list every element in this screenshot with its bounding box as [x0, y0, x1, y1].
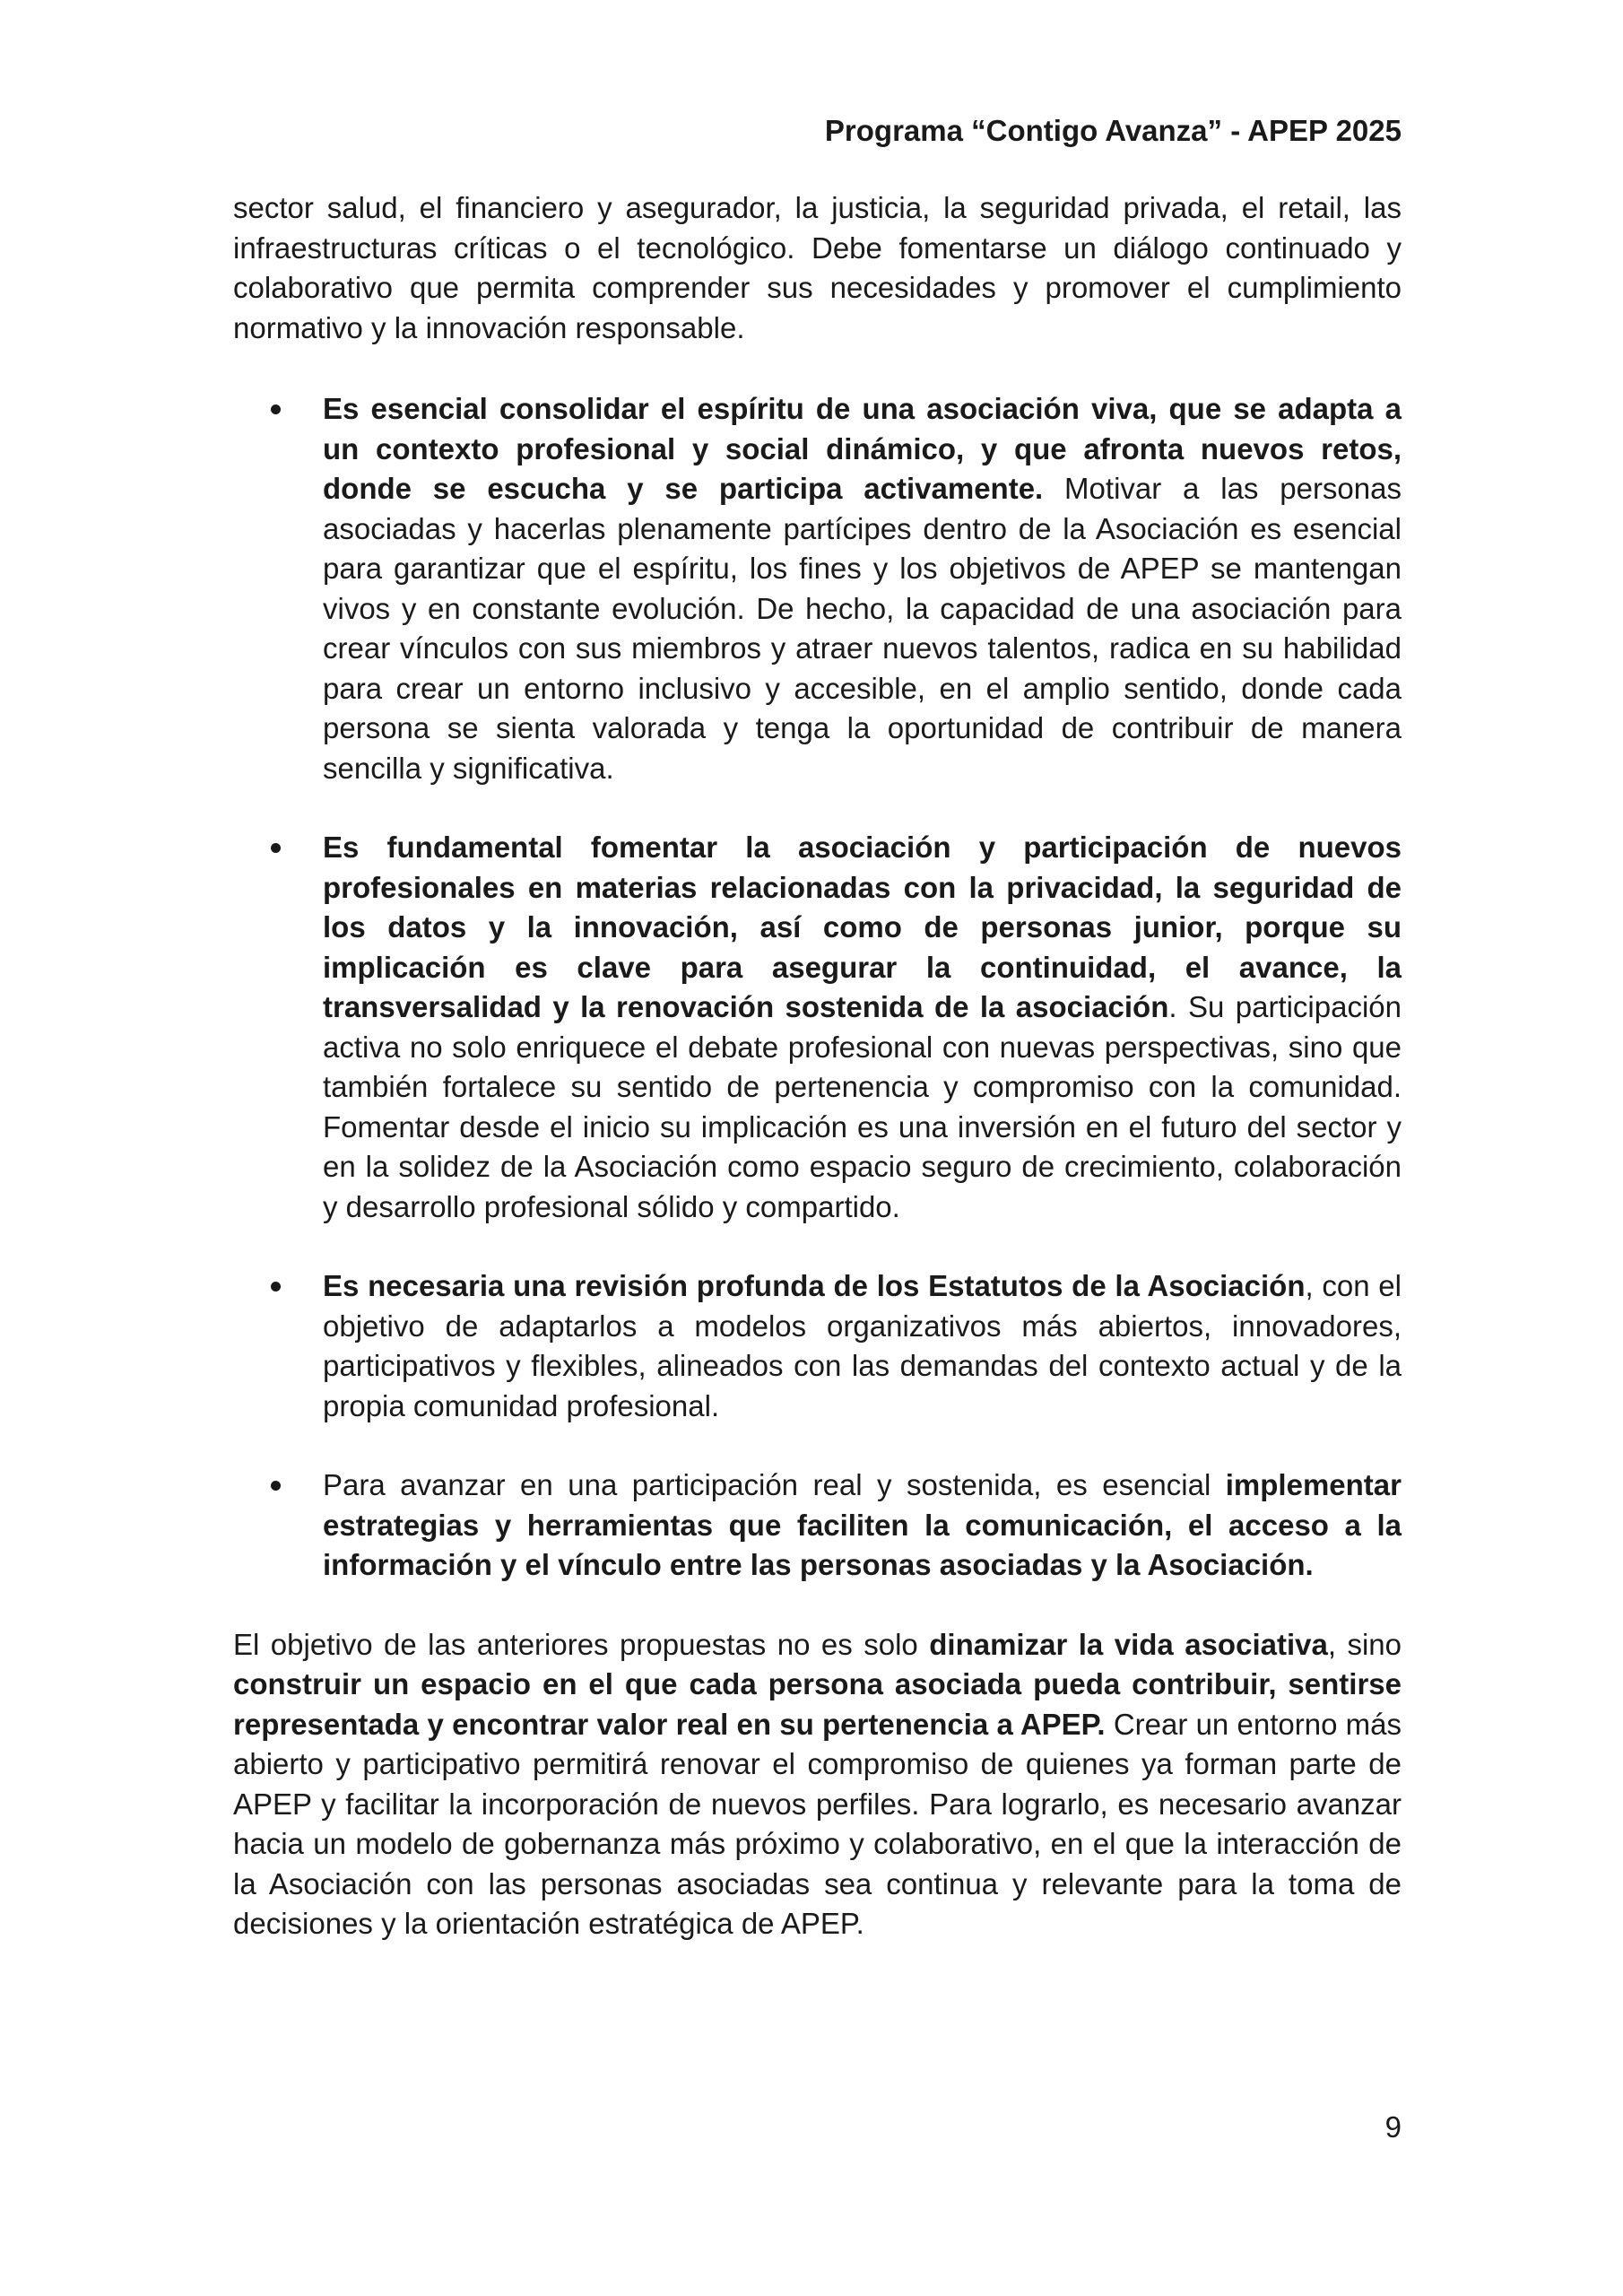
closing-text-2: , sino — [1327, 1627, 1402, 1661]
proposal-list — [233, 389, 1402, 1586]
closing-text-3: Crear un entorno más abierto y participativo permitirá renovar el compromiso de quienes ya forman parte de APEP y facilitar la incorporación de nuevos perfiles. Para lograrlo, es necesario avanzar hacia un modelo de gobernanza más próximo y colaborativo, en el que la interacción de la Asociación con las personas asociadas sea continua y relevante para la toma de decisiones y la orientación estratégica de APEP. — [233, 1707, 1402, 1940]
continuation-paragraph: sector salud, el financiero y asegurador, la justicia, la seguridad privada, el retail, las infraestructuras críticas o el tecnológico. Debe fomentarse un diálogo continuado y colaborativo que permita comprender sus necesidades y promover el cumplimiento normativo y la innovación responsable. — [233, 191, 1402, 344]
page-content — [233, 188, 1402, 1974]
bullet-text: Motivar a las personas asociadas y hacerlas plenamente partícipes dentro de la Asociación es esencial para garantizar que el espíritu, los fines y los objetivos de APEP se mantengan vivos y en constante evolución. De hecho, la capacidad de una asociación para crear vínculos con sus miembros y atraer nuevos talentos, radica en su habilidad para crear un entorno inclusivo y accesible, en el amplio sentido, donde cada persona se sienta valorada y tenga la oportunidad de contribuir de manera sencilla y significativa. — [323, 472, 1402, 785]
closing-paragraph — [233, 1625, 1402, 1944]
bullet-lead-text: Para avanzar en una participación real y sostenida, es esencial — [323, 1468, 1226, 1501]
bullet-icon — [271, 1282, 281, 1292]
bullet-icon — [271, 404, 281, 414]
page-number: 9 — [1384, 2110, 1402, 2144]
bullet-bold-text: implementar estrategias y herramientas que faciliten la comunicación, el acceso a la información y el vínculo entre las personas asociadas y la Asociación. — [323, 1468, 1402, 1581]
bullet-bold-text: Es necesaria una revisión profunda de los Estatutos de la Asociación — [323, 1269, 1306, 1302]
bullet-icon — [271, 843, 281, 853]
closing-bold-1: dinamizar la vida asociativa — [929, 1627, 1328, 1661]
list-item — [233, 1266, 1402, 1426]
list-item — [233, 828, 1402, 1227]
running-header: Programa “Contigo Avanza” - APEP 2025 — [824, 114, 1402, 147]
closing-bold-2: construir un espacio en el que cada persona asociada pueda contribuir, sentirse representada y encontrar valor real en su pertenencia a APEP. — [233, 1667, 1402, 1741]
list-item — [233, 1465, 1402, 1586]
bullet-bold-text: Es esencial consolidar el espíritu de una asociación viva, que se adapta a un contexto profesional y social dinámico, y que afronta nuevos retos, donde se escucha y se participa activamente. — [323, 392, 1402, 505]
bullet-bold-text: Es fundamental fomentar la asociación y participación de nuevos profesionales en materias relacionadas con la privacidad, la seguridad de los datos y la innovación, así como de personas junior, porque su implicación es clave para asegurar la continuidad, el avance, la transversalidad y la renovación sostenida de la asociación — [323, 831, 1402, 1023]
bullet-text: , con el objetivo de adaptarlos a modelos organizativos más abiertos, innovadores, participativos y flexibles, alineados con las demandas del contexto actual y de la propia comunidad profesional. — [323, 1269, 1402, 1422]
bullet-text: . Su participación activa no solo enriquece el debate profesional con nuevas perspectivas, sino que también fortalece su sentido de pertenencia y compromiso con la comunidad. Fomentar desde el inicio su implicación es una inversión en el futuro del sector y en la solidez de la Asociación como espacio seguro de crecimiento, colaboración y desarrollo profesional sólido y compartido. — [323, 990, 1402, 1223]
closing-text-1: El objetivo de las anteriores propuestas no es solo — [233, 1627, 930, 1661]
list-item — [233, 389, 1402, 788]
bullet-icon — [271, 1481, 281, 1491]
